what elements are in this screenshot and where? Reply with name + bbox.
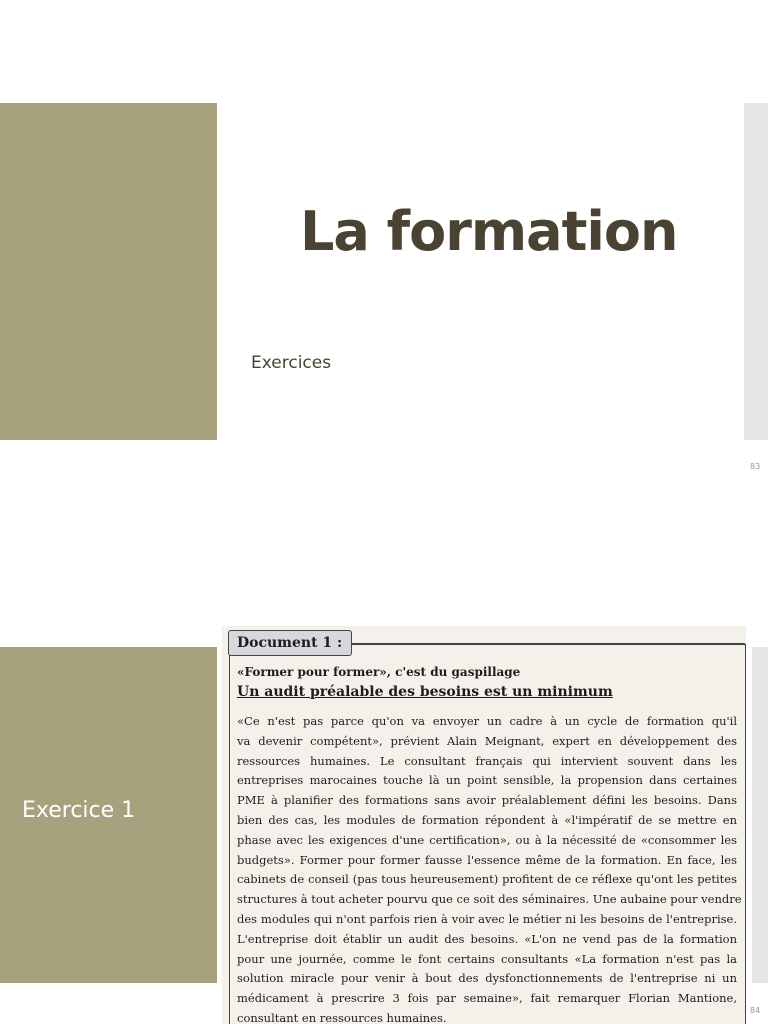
- slide-title: La formation: [300, 200, 678, 263]
- document-heading: «Former pour former», c'est du gaspillage: [237, 665, 521, 679]
- document-line: solution miracle pour venir à bout des dysfonctionnements de l'entreprise ni un: [237, 971, 737, 986]
- document-line: va devenir compétent», prévient Alain Meignant, expert en développement des: [237, 733, 737, 748]
- document-tab: [228, 630, 352, 656]
- document-line: budgets». Former pour former fausse l'essence même de la formation. En face, les: [237, 852, 737, 867]
- page-number: 83: [750, 462, 761, 471]
- slide-side-strip: [744, 103, 768, 440]
- page-number: 84: [750, 1006, 761, 1015]
- title-accent-panel: [0, 103, 217, 440]
- document-line: cabinets de conseil (pas tous heureusement) profitent de ce réflexe qu'ont les petites: [237, 872, 737, 887]
- document-line: bien des cas, les modules de formation répondent à «l'impératif de se mettre en: [237, 812, 737, 827]
- document-line: phase avec les exigences d'une certification», ou à la nécessité de «consommer les: [237, 832, 737, 847]
- document-tab-label: Document 1 :: [237, 635, 343, 651]
- document-line: entreprises marocaines touche là un point sensible, la propension dans certaines: [237, 773, 737, 788]
- document-line: «Ce n'est pas parce qu'on va envoyer un cadre à un cycle de formation qu'il: [237, 714, 737, 728]
- document-body: [237, 712, 742, 1024]
- document-scan: [222, 626, 746, 1024]
- document-line: médicament à prescrire 3 fois par semaine», fait remarquer Florian Mantione,: [237, 991, 737, 1006]
- document-line: consultant en ressources humaines.: [237, 1010, 447, 1024]
- slide-subtitle: Exercices: [251, 353, 332, 373]
- exercise-label: Exercice 1: [22, 798, 136, 823]
- slide-side-strip: [752, 647, 768, 983]
- document-line: ressources humaines. Le consultant français qui intervient souvent dans les: [237, 753, 737, 768]
- document-line: pour une journée, comme le font certains consultants «La formation n'est pas la: [237, 951, 737, 966]
- document-line: structures à tout acheter pourvu que ce soit des séminaires. Une aubaine pour vendre: [237, 892, 742, 907]
- document-subheading: Un audit préalable des besoins est un minimum: [237, 684, 613, 700]
- document-line: PME à planifier des formations sans avoir préalablement défini les besoins. Dans: [237, 793, 737, 808]
- document-line: L'entreprise doit établir un audit des besoins. «L'on ne vend pas de la formation: [237, 931, 737, 946]
- document-rule: [352, 643, 745, 645]
- document-line: des modules qui n'ont parfois rien à voir avec le métier ni les besoins de l'entreprise.: [237, 911, 737, 926]
